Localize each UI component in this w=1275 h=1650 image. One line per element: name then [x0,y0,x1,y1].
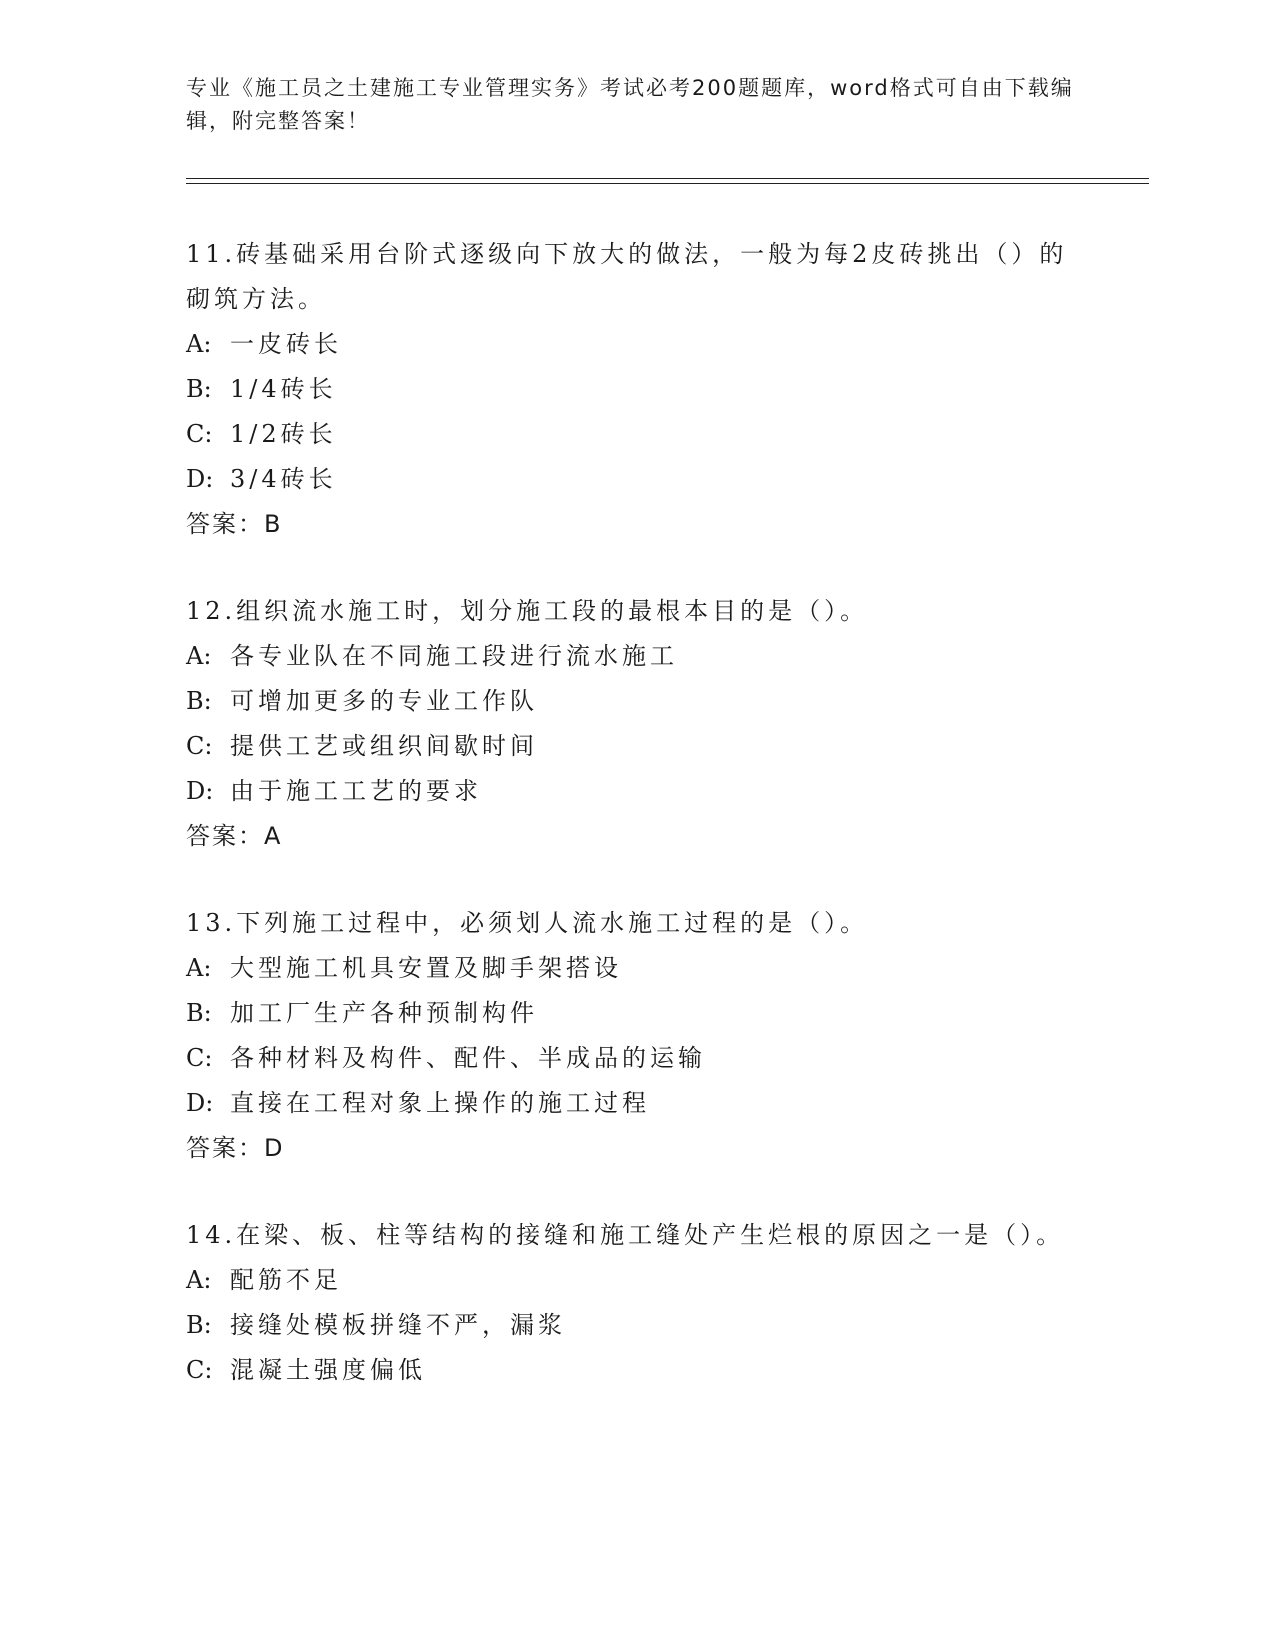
option-letter: C: [186,1356,213,1384]
option-c [186,724,1086,769]
option-letter: A: [186,330,212,358]
question-stem: 14.在梁、板、柱等结构的接缝和施工缝处产生烂根的原因之一是（）。 [186,1221,1065,1249]
option-c [186,1348,1086,1393]
option-a [186,946,1086,991]
question-14 [186,1213,1086,1393]
option-letter: D: [186,1089,214,1117]
document-header: 专业《施工员之土建施工专业管理实务》考试必考200题题库，word格式可自由下载编辑，附完整答案！ [186,76,1074,133]
option-text: 3/4砖长 [230,465,337,493]
option-letter: B: [186,1311,212,1339]
option-text: 可增加更多的专业工作队 [230,687,538,715]
option-c [186,412,1086,457]
question-12 [186,589,1086,859]
option-c [186,1036,1086,1081]
option-a [186,1258,1086,1303]
answer-line: 答案：A [186,822,283,850]
option-letter: C: [186,1044,213,1072]
option-letter: A: [186,1266,212,1294]
option-text: 提供工艺或组织间歇时间 [230,732,538,760]
option-letter: A: [186,642,212,670]
option-text: 加工厂生产各种预制构件 [230,999,538,1027]
option-d [186,769,1086,814]
option-text: 接缝处模板拼缝不严，漏浆 [230,1311,566,1339]
option-text: 直接在工程对象上操作的施工过程 [230,1089,650,1117]
option-text: 混凝土强度偏低 [230,1356,426,1384]
option-b [186,1303,1086,1348]
option-text: 1/2砖长 [230,420,337,448]
option-text: 一皮砖长 [230,330,342,358]
question-13 [186,901,1086,1171]
option-text: 大型施工机具安置及脚手架搭设 [230,954,622,982]
option-text: 各专业队在不同施工段进行流水施工 [230,642,678,670]
option-letter: B: [186,999,212,1027]
option-d [186,1081,1086,1126]
question-stem: 13.下列施工过程中，必须划人流水施工过程的是（）。 [186,909,869,937]
option-b [186,991,1086,1036]
option-letter: A: [186,954,212,982]
option-letter: D: [186,465,214,493]
option-letter: B: [186,687,212,715]
option-text: 由于施工工艺的要求 [230,777,482,805]
option-a [186,634,1086,679]
question-stem: 12.组织流水施工时，划分施工段的最根本目的是（）。 [186,597,869,625]
option-b [186,679,1086,724]
question-stem: 11.砖基础采用台阶式逐级向下放大的做法，一般为每2皮砖挑出（）的砌筑方法。 [186,240,1068,313]
answer-line: 答案：B [186,510,283,538]
option-letter: D: [186,777,214,805]
question-list [186,232,1086,1435]
option-letter: C: [186,420,213,448]
question-11 [186,232,1086,547]
option-text: 各种材料及构件、配件、半成品的运输 [230,1044,706,1072]
option-text: 1/4砖长 [230,375,337,403]
answer-line: 答案：D [186,1134,285,1162]
option-letter: C: [186,732,213,760]
header-divider-top [186,178,1149,179]
option-d [186,457,1086,502]
option-b [186,367,1086,412]
header-divider-bottom [186,183,1149,184]
option-letter: B: [186,375,212,403]
option-text: 配筋不足 [230,1266,342,1294]
option-a [186,322,1086,367]
